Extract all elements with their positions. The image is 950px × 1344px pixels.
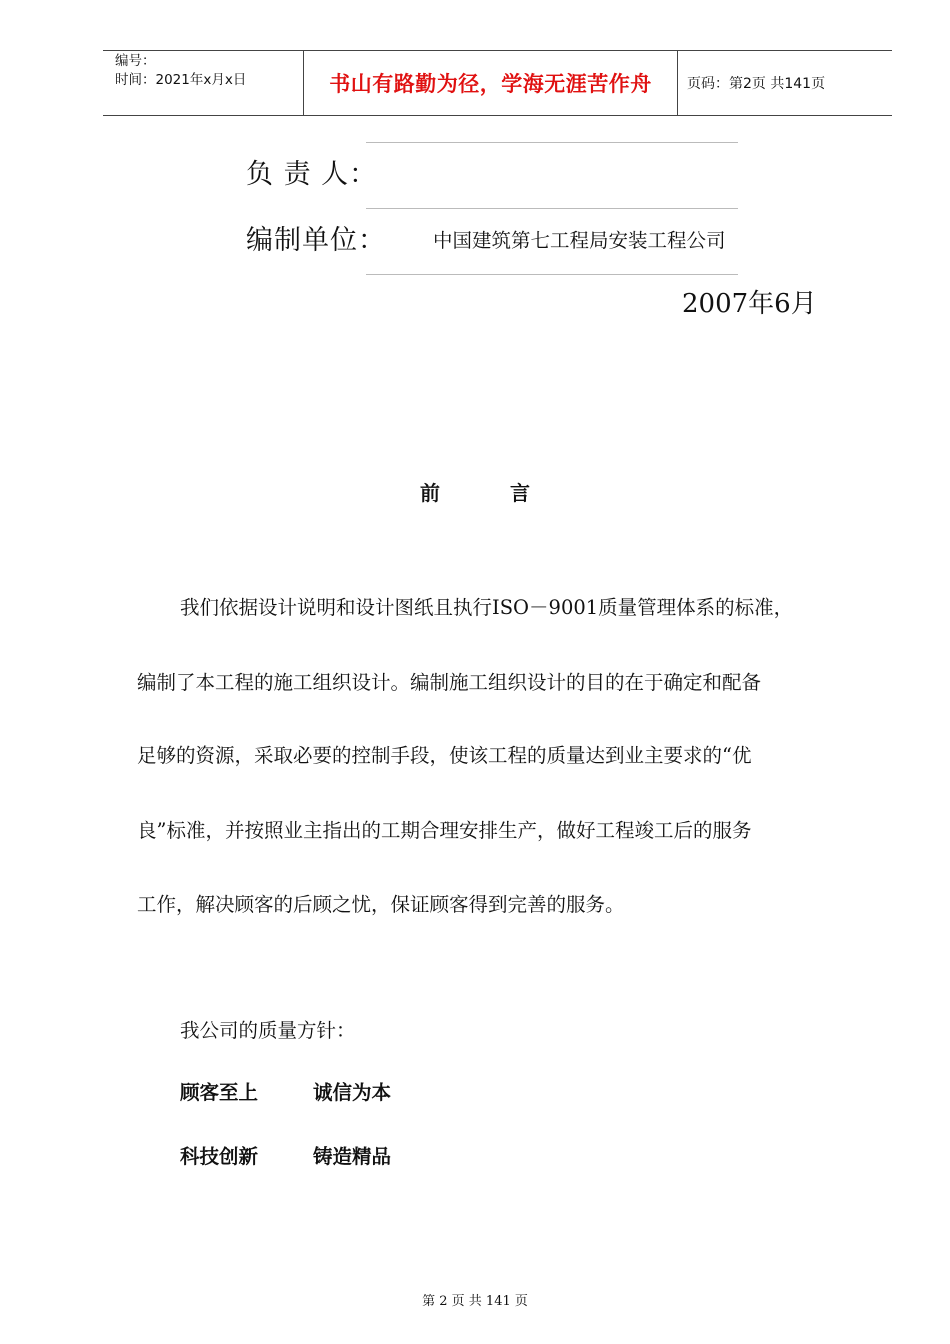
- preface-line: 工作，解决顾客的后顾之忧，保证顾客得到完善的服务。: [137, 893, 625, 916]
- header-page-info: 页码：第2页 共141页: [687, 76, 826, 92]
- divider-line: [366, 142, 738, 143]
- page-header: [103, 50, 892, 116]
- header-time: 时间：2021年x月x日: [115, 72, 247, 88]
- policy-item: 铸造精品: [313, 1145, 392, 1168]
- header-meta: [103, 51, 304, 115]
- document-date: 2007年6月: [682, 289, 817, 319]
- preface-title: [0, 477, 950, 506]
- responsible-label: 负 责 人：: [246, 159, 378, 190]
- policy-intro: 我公司的质量方针：: [180, 1019, 356, 1042]
- policy-item: 科技创新: [180, 1145, 259, 1168]
- header-slogan: 书山有路勤为径，学海无涯苦作舟: [304, 51, 678, 115]
- divider-line: [366, 274, 738, 275]
- preface-line: 我们依据设计说明和设计图纸且执行ISO－9001质量管理体系的标准，: [180, 596, 794, 619]
- preface-line: 良”标准，并按照业主指出的工期合理安排生产，做好工程竣工后的服务: [137, 819, 752, 842]
- preface-title-left: 前: [420, 481, 440, 505]
- policy-item: 顾客至上: [180, 1081, 259, 1104]
- preface-line: 足够的资源，采取必要的控制手段，使该工程的质量达到业主要求的“优: [137, 744, 752, 767]
- page-footer: 第 2 页 共 141 页: [422, 1294, 528, 1309]
- preface-line: 编制了本工程的施工组织设计。编制施工组织设计的目的在于确定和配备: [137, 671, 762, 694]
- unit-value: 中国建筑第七工程局安装工程公司: [433, 229, 726, 252]
- header-code-label: 编号：: [115, 53, 156, 69]
- unit-label: 编制单位：: [246, 225, 386, 256]
- divider-line: [366, 208, 738, 209]
- policy-item: 诚信为本: [313, 1081, 392, 1104]
- preface-title-right: 言: [510, 481, 530, 505]
